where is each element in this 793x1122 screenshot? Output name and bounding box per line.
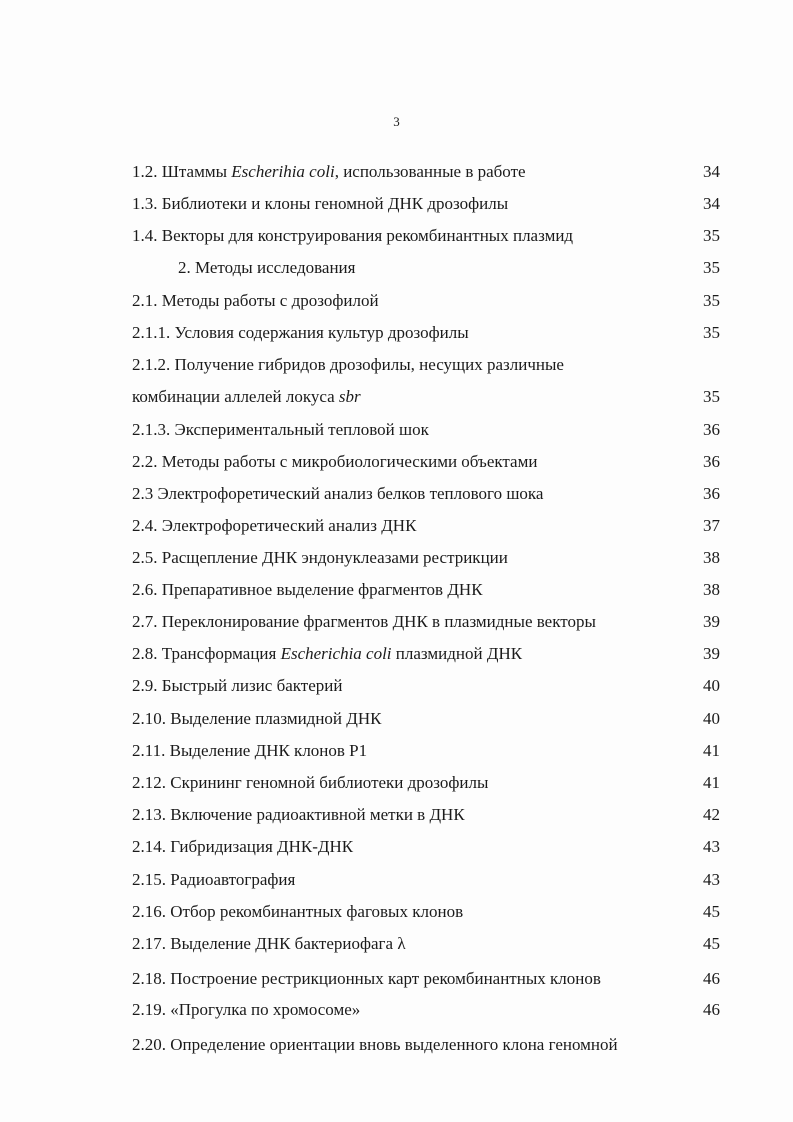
toc-entry (132, 707, 720, 731)
toc-entry (132, 160, 720, 184)
toc-entry-page-number: 46 (703, 1000, 720, 1019)
toc-entry (132, 289, 720, 313)
toc-entry (132, 578, 720, 602)
toc-entry (132, 514, 720, 538)
toc-entry-title: 2.17. Выделение ДНК бактериофага λ (132, 934, 406, 953)
toc-entry-title: 2. Методы исследования (178, 258, 356, 277)
toc-entry-title: 2.8. Трансформация Escherichia coli плазмидной ДНК (132, 644, 523, 663)
toc-entry-title: 2.11. Выделение ДНК клонов P1 (132, 741, 368, 760)
toc-entry-title: 2.1.3. Экспериментальный тепловой шок (132, 420, 429, 439)
toc-entry-page-number: 34 (703, 162, 720, 181)
toc-entry-page-number: 41 (703, 773, 720, 792)
toc-entry (132, 192, 720, 216)
toc-entry-page-number: 40 (703, 676, 720, 695)
toc-entry-page-number: 35 (703, 291, 720, 310)
toc-entry (132, 224, 720, 248)
toc-entry (132, 998, 720, 1022)
toc-entry-title: 2.9. Быстрый лизис бактерий (132, 676, 343, 695)
toc-entry-title: 2.16. Отбор рекомбинантных фаговых клонов (132, 902, 464, 921)
toc-entry-title: 2.12. Скрининг геномной библиотеки дрозофилы (132, 773, 489, 792)
toc-entry (132, 418, 720, 442)
toc-entry-page-number: 36 (703, 452, 720, 471)
toc-entry (132, 353, 720, 377)
toc-entry (132, 967, 720, 991)
toc-entry-page-number: 42 (703, 805, 720, 824)
toc-entry (132, 739, 720, 763)
toc-entry (132, 674, 720, 698)
toc-entry (132, 482, 720, 506)
toc-entry-title: 1.3. Библиотеки и клоны геномной ДНК дрозофилы (132, 194, 509, 213)
toc-entry-page-number: 45 (703, 902, 720, 921)
toc-entry-title: 2.19. «Прогулка по хромосоме» (132, 1000, 361, 1019)
toc-entry-title: 1.4. Векторы для конструирования рекомбинантных плазмид (132, 226, 574, 245)
toc-entry-page-number: 45 (703, 934, 720, 953)
toc-entry-title: 2.15. Радиоавтография (132, 870, 296, 889)
toc-entry-title: 2.13. Включение радиоактивной метки в ДНК (132, 805, 465, 824)
toc-entry-page-number: 35 (703, 258, 720, 277)
toc-entry-page-number: 37 (703, 516, 720, 535)
toc-entry (132, 932, 720, 956)
toc-entry (132, 610, 720, 634)
toc-entry-title: 2.1.1. Условия содержания культур дрозофилы (132, 323, 469, 342)
toc-entry-title: 2.6. Препаративное выделение фрагментов ДНК (132, 580, 483, 599)
toc-entry-page-number: 41 (703, 741, 720, 760)
toc-entry (132, 321, 720, 345)
toc-entry-page-number: 39 (703, 644, 720, 663)
toc-entry-title: 2.7. Переклонирование фрагментов ДНК в плазмидные векторы (132, 612, 596, 631)
toc-entry-title: 2.20. Определение ориентации вновь выделенного клона геномной (132, 1035, 618, 1054)
toc-entry-page-number: 38 (703, 548, 720, 567)
toc-entry-page-number: 35 (703, 323, 720, 342)
toc-entry-title: 2.2. Методы работы с микробиологическими объектами (132, 452, 538, 471)
toc-entry-page-number: 38 (703, 580, 720, 599)
toc-entry (132, 642, 720, 666)
toc-entry (132, 803, 720, 827)
toc-entry (132, 385, 720, 409)
toc-entry-title: 2.10. Выделение плазмидной ДНК (132, 709, 382, 728)
toc-entry (132, 835, 720, 859)
toc-entry-title: 1.2. Штаммы Escherihia coli, использованные в работе (132, 162, 526, 181)
toc-entry-title: комбинации аллелей локуса sbr (132, 387, 361, 406)
toc-entry-page-number: 35 (703, 226, 720, 245)
page-number: 3 (393, 114, 400, 129)
toc-entry-title: 2.4. Электрофоретический анализ ДНК (132, 516, 417, 535)
toc-entry-page-number: 36 (703, 420, 720, 439)
toc-entry-title: 2.1. Методы работы с дрозофилой (132, 291, 379, 310)
toc-entry (132, 900, 720, 924)
toc-entry-title: 2.5. Расщепление ДНК эндонуклеазами рестрикции (132, 548, 508, 567)
toc-entry (132, 868, 720, 892)
toc-entry-page-number: 43 (703, 870, 720, 889)
toc-entry-page-number: 35 (703, 387, 720, 406)
toc-entry-title: 2.14. Гибридизация ДНК-ДНК (132, 837, 354, 856)
toc-entry-title: 2.1.2. Получение гибридов дрозофилы, несущих различные (132, 355, 564, 374)
toc-entry-page-number: 34 (703, 194, 720, 213)
toc-entry (132, 256, 720, 280)
toc-entry-page-number: 46 (703, 969, 720, 988)
toc-entry-page-number: 39 (703, 612, 720, 631)
toc-entry-page-number: 36 (703, 484, 720, 503)
toc-entry-page-number: 40 (703, 709, 720, 728)
toc-entry-title: 2.18. Построение рестрикционных карт рекомбинантных клонов (132, 969, 601, 988)
toc-entry (132, 1033, 720, 1057)
toc-entry-page-number: 43 (703, 837, 720, 856)
toc-entry-title: 2.3 Электрофоретический анализ белков теплового шока (132, 484, 544, 503)
toc-entry (132, 546, 720, 570)
toc-entry (132, 450, 720, 474)
toc-entry (132, 771, 720, 795)
